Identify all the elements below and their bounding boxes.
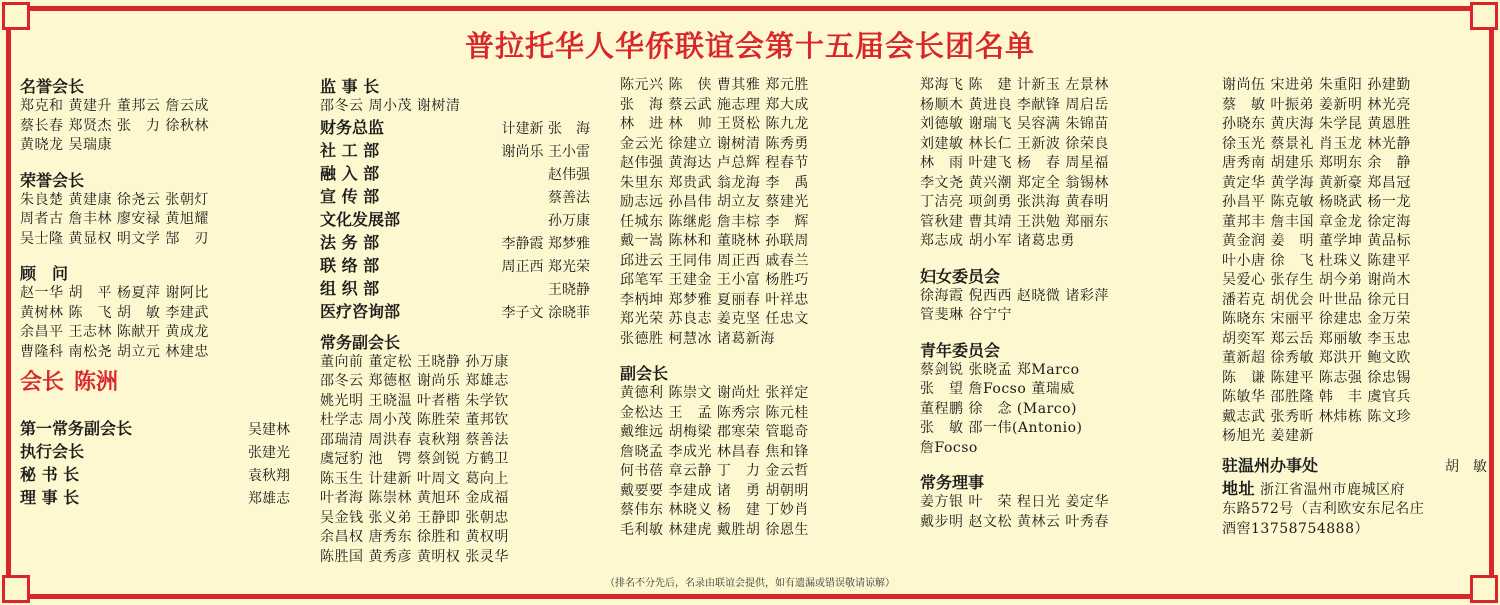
officer-role: 理 事 长 — [20, 488, 80, 507]
name-line: 管斐琳 谷宁宁 — [920, 307, 1012, 323]
name-line: 郑克和 黄建升 董邦云 詹云成 — [20, 98, 209, 114]
name-line: 虞冠豹 池 锷 蔡剑锐 方鹤卫 — [320, 451, 509, 467]
president-name: 陈洲 — [74, 370, 119, 395]
name-line: 唐秀南 胡建乐 郑明东 余 静 — [1222, 155, 1411, 171]
section-heading: 妇女委员会 — [920, 266, 1001, 286]
section-heading: 副会长 — [620, 364, 669, 383]
officer-row — [20, 487, 290, 510]
name-line: 黄定华 黄学海 黄新豪 郑昌冠 — [1222, 174, 1411, 191]
department-role: 财务总监 — [320, 117, 385, 137]
name-line: 余昌权 唐秀东 徐胜和 黄权明 — [320, 529, 509, 545]
address-label: 地址 — [1222, 478, 1256, 498]
name-line: 朱里东 郑贵武 翁龙海 李 禹 — [620, 174, 809, 191]
officer-name: 张建光 — [248, 445, 290, 461]
name-line: 刘建敏 林长仁 王新波 徐荣良 — [920, 135, 1109, 152]
column-2 — [320, 76, 590, 567]
president-label: 会长 — [20, 370, 65, 395]
department-row — [320, 186, 590, 209]
name-line: 詹晓孟 李成光 林昌春 焦和锋 — [620, 443, 809, 460]
name-line: 黄德利 陈崇文 谢尚灶 张祥定 — [620, 385, 809, 401]
name-line: 徐海霞 倪西西 赵晓微 诸彩萍 — [920, 287, 1109, 304]
name-line: 张 敏 邵一伟(Antonio) — [920, 420, 1083, 436]
name-line: 周者古 詹丰林 廖安禄 黄旭耀 — [20, 211, 209, 227]
name-line: 董新超 徐秀敏 郑洪开 鲍文欧 — [1222, 350, 1411, 366]
department-row — [320, 255, 590, 278]
department-row — [320, 117, 590, 140]
name-line: 戴步明 赵文松 黄林云 叶秀春 — [920, 513, 1109, 530]
department-row — [320, 301, 590, 324]
name-line: 陈晓东 宋丽平 徐建忠 金万荣 — [1222, 311, 1411, 327]
name-line: 邵冬云 周小茂 谢树清 — [320, 98, 461, 114]
name-line: 陈玉生 计建新 叶周文 葛向上 — [320, 470, 509, 487]
address-line: 东路572号（吉利欧安东尼名庄 — [1222, 501, 1425, 517]
name-line: 戴一嵩 陈林和 董晓林 孙联周 — [620, 233, 809, 249]
officer-role: 第一常务副会长 — [20, 419, 133, 438]
name-line: 张德胜 柯慧冰 诸葛新海 — [620, 330, 775, 347]
name-line: 金云光 徐建立 谢树清 陈秀勇 — [620, 135, 809, 152]
officer-name: 袁秋翔 — [248, 468, 290, 484]
column-3 — [620, 76, 900, 540]
name-line: 孙晓东 黄庆海 朱学昆 黄恩胜 — [1222, 116, 1411, 132]
office-contact: 胡 敏 — [1445, 458, 1487, 475]
name-line: 朱良楚 黄建康 徐尧云 张朝灯 — [20, 191, 209, 208]
department-role: 组 织 部 — [320, 278, 380, 298]
name-line: 郑海飞 陈 建 计新玉 左景林 — [920, 77, 1109, 93]
name-line: 张 海 蔡云武 施志理 郑大成 — [620, 96, 809, 113]
office-address — [1222, 478, 1487, 540]
name-line: 董向前 董定松 王晓静 孙万康 — [320, 353, 509, 370]
name-line: 陈敏华 邵胜隆 韩 丰 虞官兵 — [1222, 389, 1411, 405]
name-line: 林 进 林 帅 王贤松 陈九龙 — [620, 116, 809, 132]
name-line: 潘若克 胡优会 叶世品 徐元日 — [1222, 291, 1411, 308]
officer-row — [20, 441, 290, 464]
name-line: 李柄坤 郑梦雅 夏丽春 叶祥忠 — [620, 291, 809, 308]
department-row — [320, 140, 590, 163]
column-4 — [920, 76, 1200, 532]
footnote: （排名不分先后，名录由联谊会提供，如有遗漏或错误敬请谅解） — [605, 578, 895, 589]
name-line: 黄晓龙 吴瑞康 — [20, 137, 112, 153]
name-line: 陈元兴 陈 侠 曹其雅 郑元胜 — [620, 77, 809, 93]
department-row — [320, 163, 590, 186]
department-role: 医疗咨询部 — [320, 301, 401, 321]
name-line: 金松达 王 孟 陈秀宗 陈元桂 — [620, 404, 809, 421]
name-line: 丁洁亮 项剑勇 张洪海 黄春明 — [920, 194, 1109, 210]
name-line: 戴维远 胡梅梁 郡寒荣 管聪奇 — [620, 424, 809, 440]
department-names: 周正西 郑光荣 — [501, 258, 590, 275]
name-line: 陈 谦 陈建平 陈志强 徐忠锡 — [1222, 369, 1411, 386]
name-line: 赵伟强 黄海达 卢总辉 程春节 — [620, 155, 809, 171]
department-row — [320, 278, 590, 301]
name-line: 曹隆科 南松尧 胡立元 林建忠 — [20, 343, 209, 360]
president-line — [20, 366, 290, 400]
name-line: 张 望 詹Focso 董瑞威 — [920, 381, 1075, 397]
name-line: 杨顺木 黄进良 李献锋 周启岳 — [920, 96, 1109, 113]
department-names: 谢尚乐 王小雷 — [501, 143, 590, 160]
name-line: 林 雨 叶建飞 杨 春 周星福 — [920, 155, 1109, 171]
name-line: 邵冬云 郑德枢 谢尚乐 郑雄志 — [320, 373, 509, 389]
name-line: 管秋建 曹其靖 王洪勉 郑丽东 — [920, 213, 1109, 230]
name-line: 吴士隆 黄显权 明文学 郜 刃 — [20, 230, 209, 247]
name-line: 蔡 敏 叶振弟 姜新明 林光亮 — [1222, 96, 1411, 113]
section-heading: 青年委员会 — [920, 340, 1001, 360]
name-line: 叶者海 陈崇林 黄旭环 金成福 — [320, 490, 509, 506]
name-line: 叶小唐 徐 飞 杜珠义 陈建平 — [1222, 252, 1411, 269]
department-role: 宣 传 部 — [320, 186, 380, 206]
name-line: 余昌平 王志林 陈献开 黄成龙 — [20, 324, 209, 340]
department-row — [320, 232, 590, 255]
section-heading: 顾 问 — [20, 264, 69, 283]
name-line: 蔡伟东 林晓义 杨 建 丁妙肖 — [620, 502, 809, 518]
officer-role: 执行会长 — [20, 442, 85, 461]
name-line: 姜方银 叶 荣 程日光 姜定华 — [920, 494, 1109, 510]
name-line: 励志远 孙昌伟 胡立友 蔡建光 — [620, 194, 809, 210]
name-line: 董程鹏 徐 念 (Marco) — [920, 400, 1077, 417]
column-1 — [20, 76, 290, 510]
name-line: 陈胜国 黄秀彦 黄明权 张灵华 — [320, 548, 509, 565]
name-line: 董邦丰 詹丰国 章金龙 徐定海 — [1222, 213, 1411, 230]
officer-name: 郑雄志 — [248, 491, 290, 507]
name-line: 詹Focso — [920, 439, 978, 456]
department-names: 蔡善法 — [548, 189, 590, 206]
department-names: 计建新 张 海 — [501, 120, 590, 137]
name-line: 邵瑞清 周洪春 袁秋翔 蔡善法 — [320, 431, 509, 448]
name-line: 孙昌平 陈克敏 杨晓武 杨一龙 — [1222, 194, 1411, 210]
name-line: 何书蓓 章云静 丁 力 金云哲 — [620, 463, 809, 479]
name-line: 戴志武 张秀昕 林炜栋 陈文珍 — [1222, 408, 1411, 425]
officer-name: 吴建林 — [248, 422, 290, 438]
name-line: 戴要要 李建成 诸 勇 胡朝明 — [620, 482, 809, 499]
address-line: 浙江省温州市鹿城区府 — [1259, 481, 1405, 498]
name-line: 胡奕军 郑云岳 郑丽敏 李玉忠 — [1222, 330, 1411, 347]
name-line: 吴爱心 张存生 胡今弟 谢尚木 — [1222, 272, 1411, 288]
officer-row — [20, 418, 290, 441]
column-5 — [1222, 76, 1487, 539]
name-line: 黄金润 姜 明 董学坤 黄品标 — [1222, 233, 1411, 249]
page-title: 普拉托华人华侨联谊会第十五届会长团名单 — [464, 29, 1035, 63]
name-line: 杜学志 周小茂 陈胜荣 董邦钦 — [320, 412, 509, 428]
name-line: 任城东 陈继彪 詹丰棕 李 辉 — [620, 213, 809, 230]
name-line: 李文尧 黄兴潮 郑定全 翁锡林 — [920, 174, 1109, 191]
section-heading: 常务副会长 — [320, 332, 401, 352]
name-line: 徐玉光 蔡景礼 肖玉龙 林光静 — [1222, 135, 1411, 152]
department-names: 赵伟强 — [548, 166, 590, 183]
section-heading: 常务理事 — [920, 473, 985, 492]
name-line: 蔡剑锐 张晓孟 郑Marco — [920, 361, 1080, 378]
office-row — [1222, 455, 1487, 478]
name-line: 邱进云 王同伟 周正西 戚春兰 — [620, 252, 809, 269]
name-line: 毛利敏 林建虎 戴胜胡 徐恩生 — [620, 521, 809, 538]
department-names: 李静霞 郑梦雅 — [501, 235, 590, 252]
name-line: 刘德敏 谢瑞飞 吴容满 朱锦苗 — [920, 116, 1109, 132]
name-line: 杨旭光 姜建新 — [1222, 428, 1314, 444]
department-names: 孙万康 — [548, 212, 590, 229]
name-line: 黄树林 陈 飞 胡 敏 李建武 — [20, 304, 209, 321]
department-role: 社 工 部 — [320, 140, 380, 160]
officer-row — [20, 464, 290, 487]
section-heading: 名誉会长 — [20, 77, 85, 96]
name-line: 吴金钱 张义弟 王静即 张朝忠 — [320, 509, 509, 526]
name-line: 邱笔军 王建金 王小富 杨胜巧 — [620, 272, 809, 288]
department-row — [320, 209, 590, 232]
section-heading: 荣誉会长 — [20, 170, 85, 190]
address-line: 酒窖13758754888） — [1222, 520, 1369, 537]
department-names: 王晓静 — [548, 281, 590, 298]
name-line: 郑志成 胡小军 诸葛忠勇 — [920, 233, 1075, 249]
department-role: 文化发展部 — [320, 209, 401, 229]
name-line: 郑光荣 苏良志 姜克坚 任忠文 — [620, 311, 809, 327]
department-names: 李子文 涂晓菲 — [501, 304, 590, 321]
name-line: 姚光明 王晓温 叶者楷 朱学钦 — [320, 392, 509, 409]
name-line: 赵一华 胡 平 杨夏萍 谢阿比 — [20, 285, 209, 301]
officer-role: 秘 书 长 — [20, 465, 80, 484]
department-role: 融 入 部 — [320, 163, 380, 183]
office-heading: 驻温州办事处 — [1222, 455, 1319, 475]
department-role: 法 务 部 — [320, 232, 380, 252]
name-line: 蔡长春 郑贤杰 张 力 徐秋林 — [20, 117, 209, 134]
section-heading: 监 事 长 — [320, 77, 380, 96]
department-role: 联 络 部 — [320, 255, 380, 275]
name-line: 谢尚伍 宋进弟 朱重阳 孙建勤 — [1222, 77, 1411, 93]
